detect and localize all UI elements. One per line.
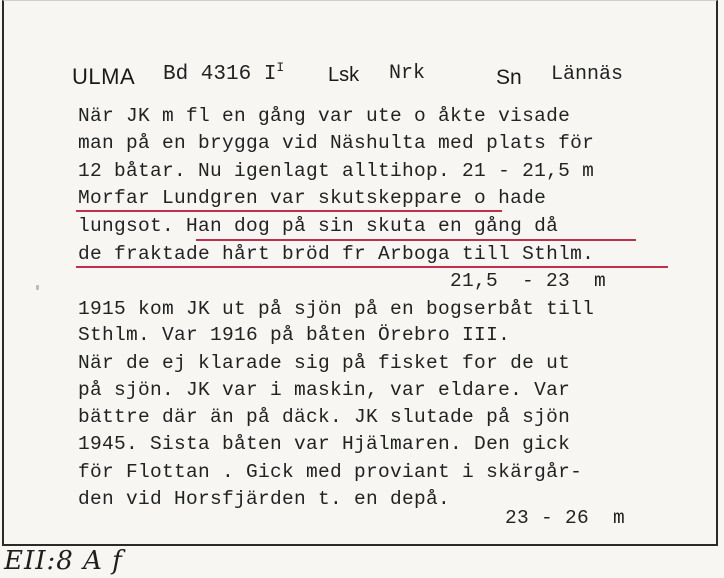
header-sn: Sn — [496, 66, 522, 89]
card-code: Bd 4316 $I^I$ — [163, 60, 285, 86]
text-line: Sthlm. Var 1916 på båten Örebro III. — [78, 324, 511, 346]
card-title: ULMA — [72, 64, 136, 89]
text-line: lungsot. Han dog på sin skuta en gång då — [78, 215, 559, 237]
paper-speck — [36, 285, 39, 290]
header-place: Lännäs — [551, 63, 624, 86]
text-line: När de ej klarade sig på fisket for de ut — [78, 352, 571, 374]
text-line: den vid Horsfjärden t. en depå. — [78, 488, 451, 510]
text-line: När JK m fl en gång var ute o åkte visade — [78, 105, 571, 127]
red-underline — [76, 266, 668, 268]
text-line: man på en brygga vid Näshulta med plats för — [78, 132, 595, 154]
header-lsk: Lsk — [328, 64, 360, 86]
text-line: 1915 kom JK ut på sjön på en bogserbåt till — [78, 298, 595, 320]
text-line: för Flottan . Gick med proviant i skärgår- — [78, 461, 583, 483]
red-underline — [76, 210, 502, 212]
red-underline — [196, 239, 636, 241]
text-line: 1945. Sista båten var Hjälmaren. Den gick — [78, 433, 571, 455]
text-line: de fraktade hårt bröd fr Arboga till Sthlm. — [78, 243, 595, 265]
text-line: Morfar Lundgren var skutskeppare o hade — [78, 187, 547, 209]
text-line: 12 båtar. Nu igenlagt alltihop. 21 - 21,5 m — [78, 160, 595, 182]
text-line: 21,5 - 23 m — [450, 270, 607, 292]
archive-signum: EII:8 A f — [4, 546, 123, 576]
text-line: på sjön. JK var i maskin, var eldare. Var — [78, 379, 571, 401]
text-line: 23 - 26 m — [505, 507, 626, 529]
text-line: bättre där än på däck. JK slutade på sjön — [78, 406, 571, 428]
header-nrk: Nrk — [389, 62, 426, 85]
